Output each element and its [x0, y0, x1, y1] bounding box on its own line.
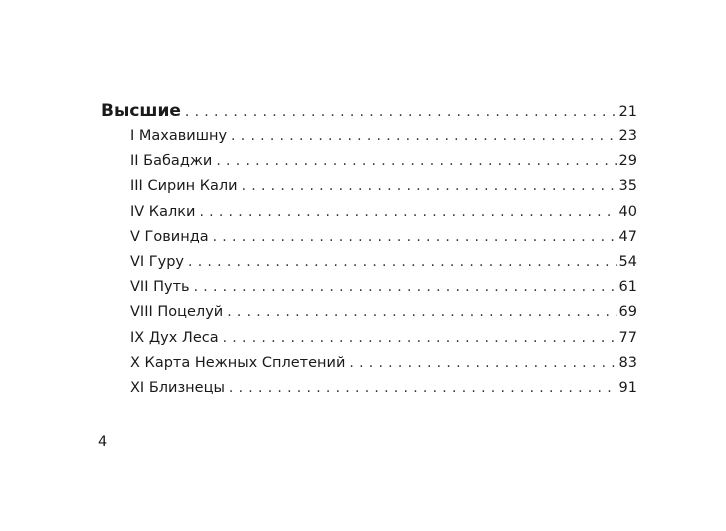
chapter-title: V Говинда [130, 228, 209, 245]
toc-chapter-entry[interactable] [101, 225, 637, 250]
chapter-page-number: 23 [618, 128, 637, 144]
table-of-contents [101, 99, 637, 401]
chapter-title: IV Калки [130, 203, 196, 220]
chapter-page-number: 83 [618, 354, 637, 371]
chapter-page-number: 47 [618, 228, 637, 245]
chapter-title: XI Близнецы [130, 379, 225, 396]
chapter-page-number: 61 [618, 279, 637, 296]
chapter-title: III Сирин Кали [130, 178, 238, 195]
chapter-title: VIII Поцелуй [130, 304, 224, 321]
section-title: Высшие [101, 101, 181, 121]
dot-leader [229, 376, 617, 401]
toc-chapter-entry[interactable] [101, 275, 637, 300]
chapter-page-number: 77 [618, 329, 637, 346]
toc-chapter-entry[interactable] [101, 376, 637, 401]
dot-leader [231, 124, 617, 149]
toc-chapter-entry[interactable] [101, 174, 637, 199]
chapter-page-number: 69 [618, 304, 637, 321]
chapter-title: IX Дух Леса [130, 329, 219, 346]
dot-leader [349, 351, 616, 376]
dot-leader [199, 200, 616, 225]
chapter-title: VII Путь [130, 279, 190, 296]
toc-chapter-entry[interactable] [101, 300, 637, 325]
dot-leader [227, 300, 616, 325]
dot-leader [188, 250, 617, 275]
chapter-page-number: 91 [618, 379, 637, 396]
dot-leader [223, 326, 617, 351]
chapter-page-number: 29 [618, 153, 637, 170]
chapter-title: X Карта Нежных Сплетений [130, 354, 346, 371]
chapter-page-number: 54 [618, 253, 637, 270]
chapter-title: II Бабаджи [130, 153, 213, 170]
dot-leader [213, 225, 617, 250]
toc-chapter-entry[interactable] [101, 200, 637, 225]
dot-leader [216, 149, 616, 174]
toc-section-entry[interactable] [101, 99, 637, 124]
toc-chapter-entry[interactable] [101, 326, 637, 351]
toc-chapter-entry[interactable] [101, 250, 637, 275]
chapter-page-number: 35 [618, 178, 637, 195]
chapter-title: I Махавишну [130, 128, 228, 144]
toc-chapter-entry[interactable] [101, 124, 637, 149]
dot-leader [185, 100, 617, 125]
dot-leader [194, 275, 617, 300]
toc-chapter-entry[interactable] [101, 149, 637, 174]
dot-leader [242, 174, 617, 199]
chapter-title: VI Гуру [130, 253, 185, 270]
page-number-folio: 4 [98, 434, 108, 450]
toc-chapter-entry[interactable] [101, 351, 637, 376]
chapter-page-number: 40 [618, 203, 637, 220]
section-page-number: 21 [618, 104, 637, 120]
